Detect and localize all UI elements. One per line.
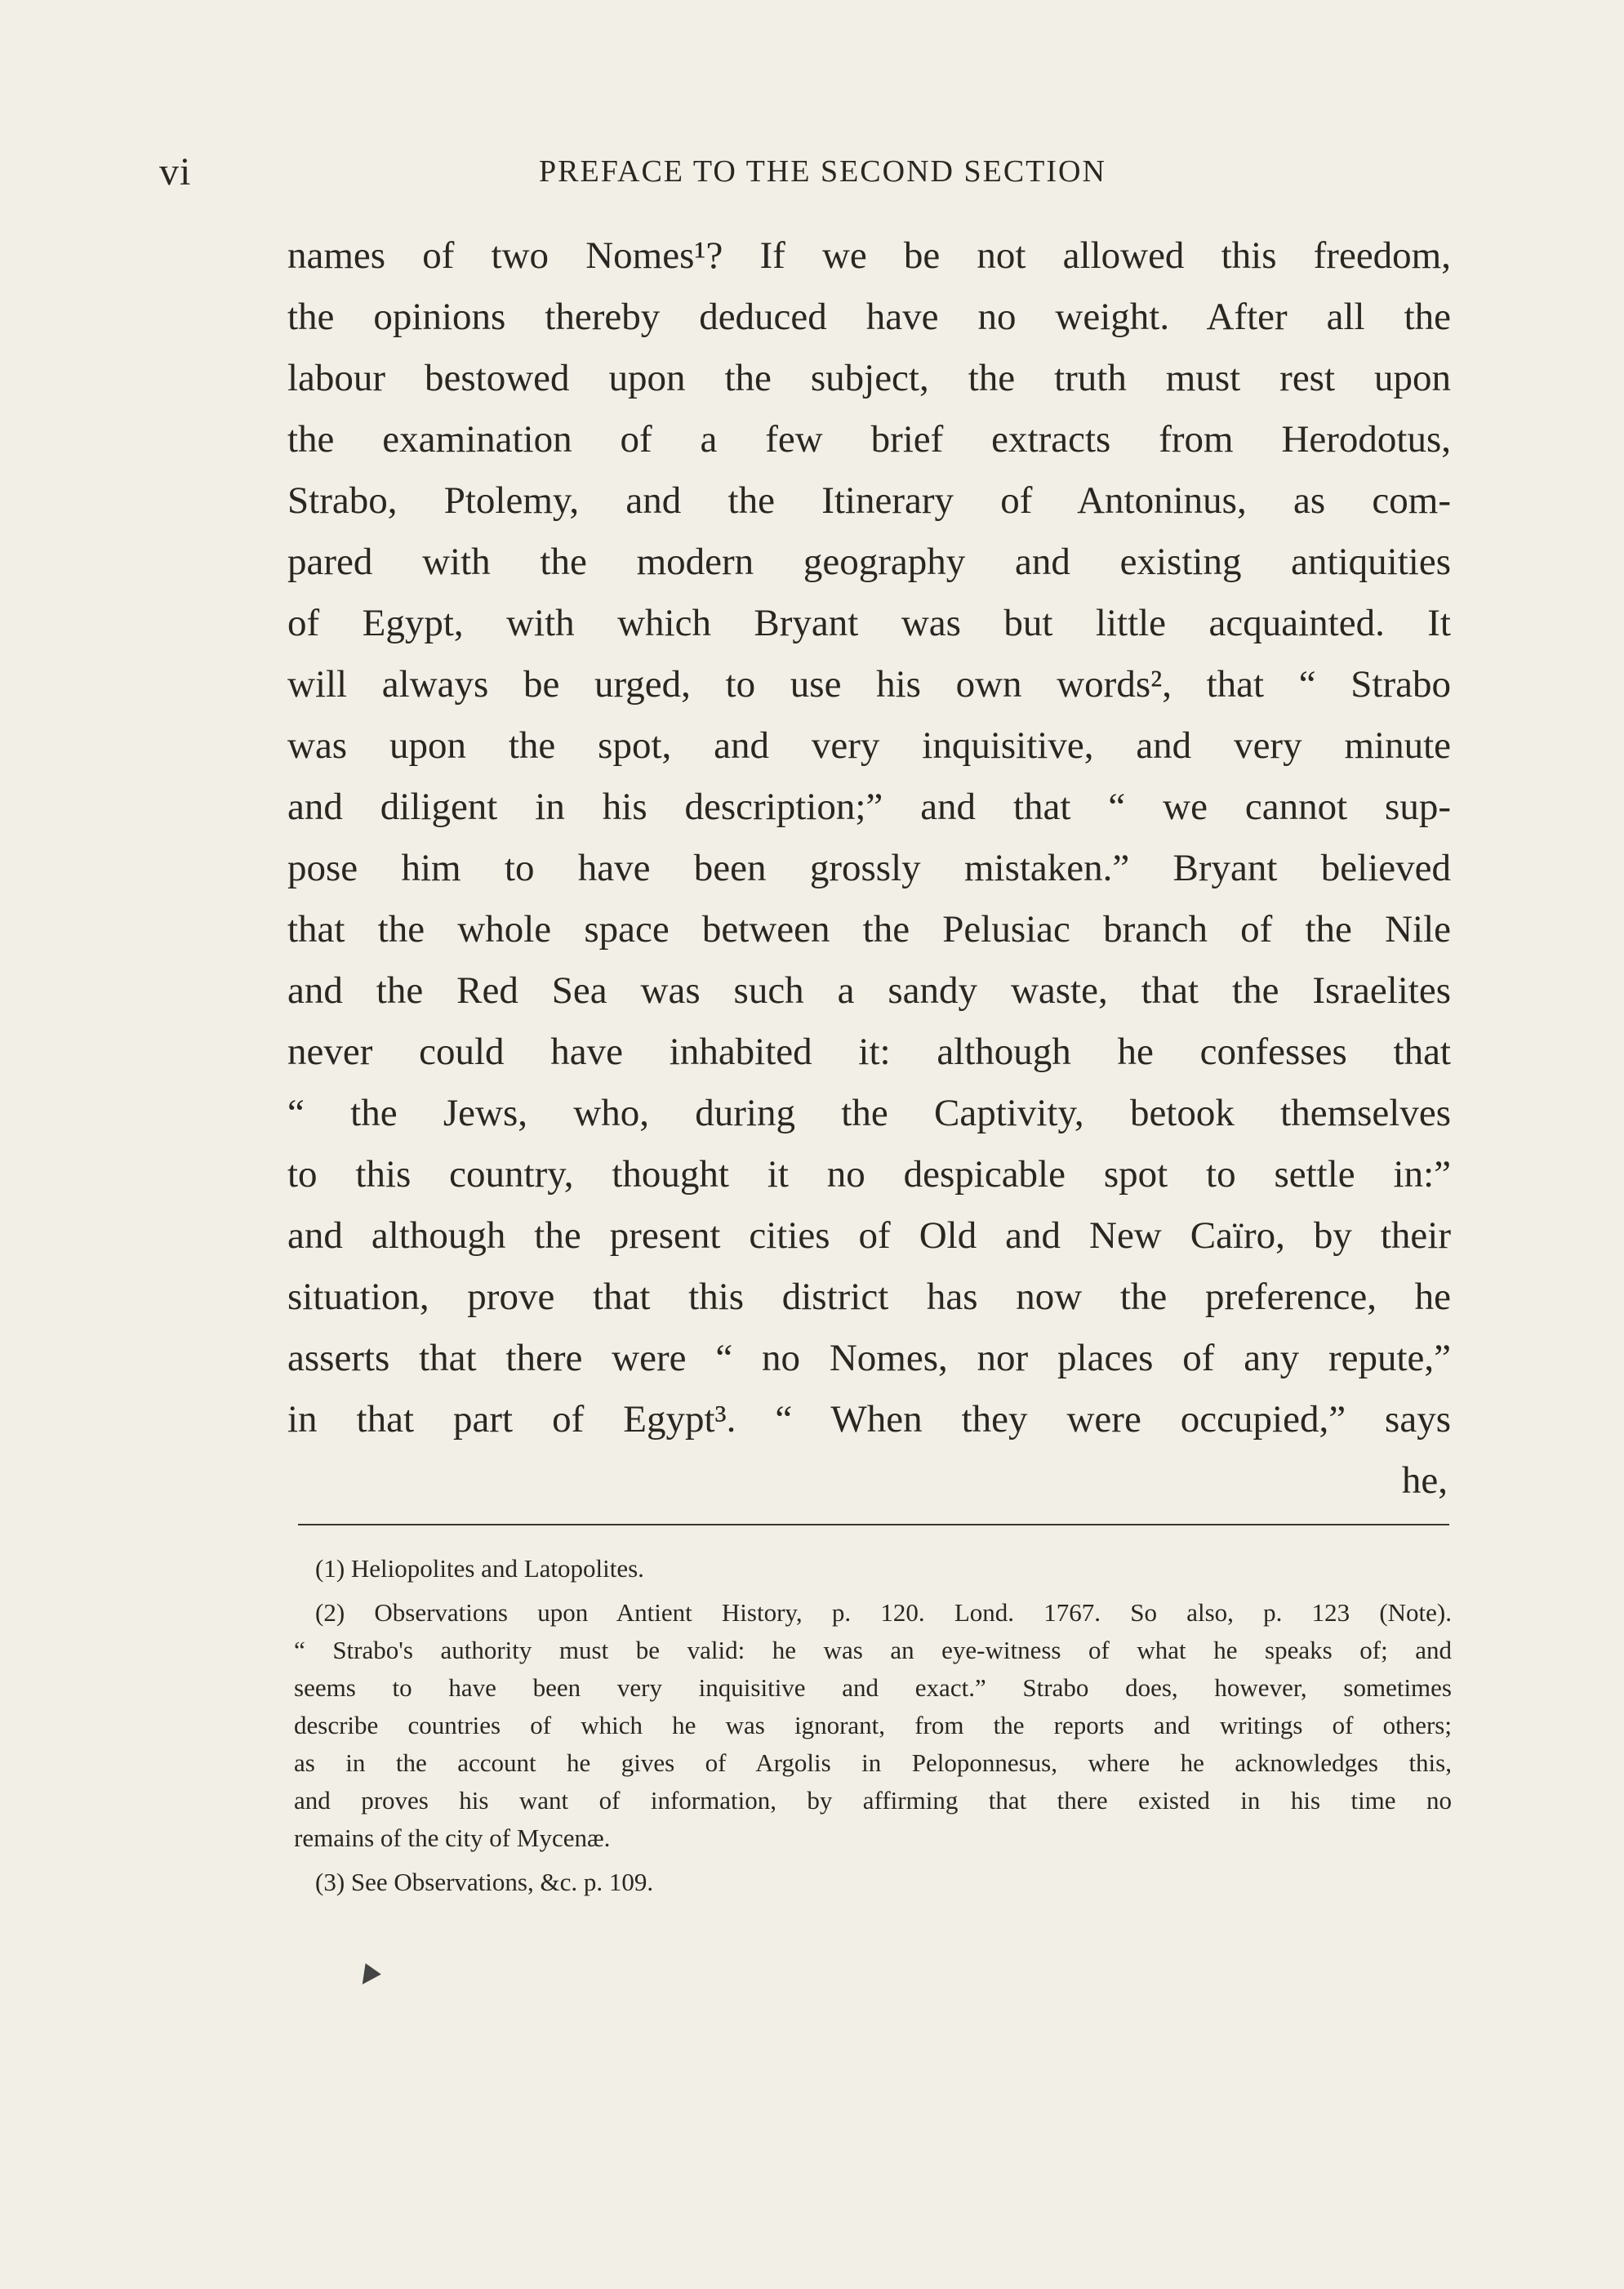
body-line: labour bestowed upon the subject, the truth must rest upon: [287, 357, 1451, 399]
footnotes: [294, 1550, 1452, 1901]
footnote-2-line: as in the account he gives of Argolis in Peloponnesus, where he acknowledges this,: [294, 1748, 1452, 1777]
body-line: pose him to have been grossly mistaken.” Bryant believed: [287, 847, 1451, 889]
footnote-2-line: remains of the city of Mycenæ.: [294, 1824, 611, 1852]
body-line: situation, prove that this district has now the preference, he: [287, 1276, 1451, 1318]
body-line: pared with the modern geography and existing antiquities: [287, 541, 1451, 583]
body-line: never could have inhabited it: although he confesses that: [287, 1031, 1451, 1073]
running-head: PREFACE TO THE SECOND SECTION: [539, 154, 1106, 189]
body-line: of Egypt, with which Bryant was but little acquainted. It: [287, 602, 1451, 644]
footnote-rule: [298, 1524, 1449, 1525]
body-line: and the Red Sea was such a sandy waste, that the Israelites: [287, 969, 1451, 1012]
footnote-2-line: describe countries of which he was ignorant, from the reports and writings of others;: [294, 1711, 1452, 1739]
body-line: that the whole space between the Pelusiac branch of the Nile: [287, 908, 1451, 951]
body-line: the examination of a few brief extracts from Herodotus,: [287, 418, 1451, 461]
body-line: to this country, thought it no despicable spot to settle in:”: [287, 1153, 1451, 1196]
footnote-2-line: “ Strabo's authority must be valid: he was an eye-witness of what he speaks of; and: [294, 1636, 1452, 1664]
body-line: names of two Nomes¹? If we be not allowed this freedom,: [287, 234, 1451, 277]
body-line: and although the present cities of Old and New Caïro, by their: [287, 1214, 1451, 1257]
footnote-2-line: and proves his want of information, by affirming that there existed in his time no: [294, 1786, 1452, 1815]
body-line: the opinions thereby deduced have no weight. After all the: [287, 296, 1451, 338]
body-text: [287, 225, 1451, 1512]
body-line: Strabo, Ptolemy, and the Itinerary of Antoninus, as com-: [287, 479, 1451, 522]
body-line: asserts that there were “ no Nomes, nor places of any repute,”: [287, 1337, 1451, 1379]
page-number: vi: [159, 150, 192, 194]
catchword-line: he,: [1401, 1459, 1448, 1502]
footnote-2: (2) Observations upon Antient History, p. 120. Lond. 1767. So also, p. 123 (Note).: [315, 1598, 1452, 1627]
ink-mark: ▼: [345, 1950, 393, 2000]
body-line: in that part of Egypt³. “ When they were occupied,” says: [287, 1398, 1451, 1441]
footnote-1: (1) Heliopolites and Latopolites.: [315, 1554, 644, 1583]
footnote-3: (3) See Observations, &c. p. 109.: [315, 1868, 654, 1896]
body-line: was upon the spot, and very inquisitive, and very minute: [287, 724, 1451, 767]
body-line: will always be urged, to use his own words², that “ Strabo: [287, 663, 1451, 706]
footnote-2-line: seems to have been very inquisitive and exact.” Strabo does, however, sometimes: [294, 1673, 1452, 1702]
body-line: “ the Jews, who, during the Captivity, betook themselves: [287, 1092, 1451, 1134]
body-line: and diligent in his description;” and that “ we cannot sup-: [287, 786, 1451, 828]
